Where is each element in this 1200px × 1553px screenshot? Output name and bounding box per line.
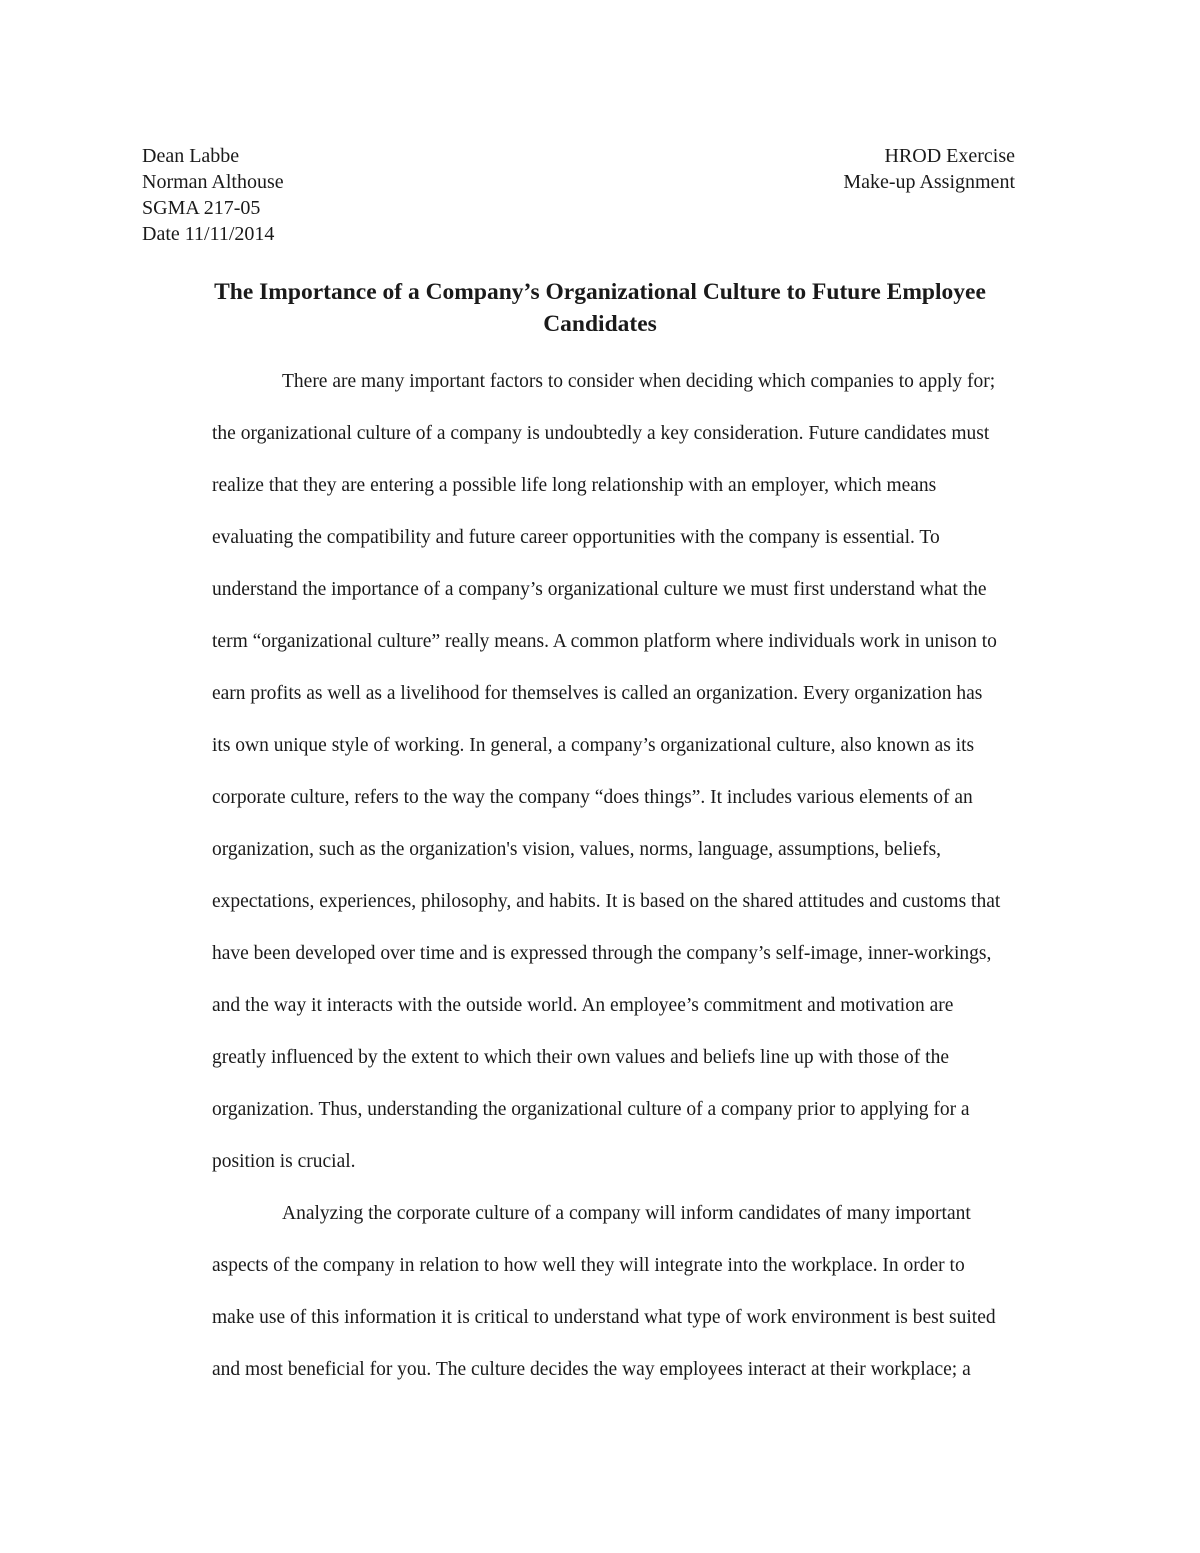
title-line: The Importance of a Company’s Organizational Culture to Future Employee: [214, 279, 986, 305]
body-line: There are many important factors to consider when deciding which companies to apply for;: [282, 371, 996, 392]
author-block: [142, 143, 284, 247]
assignment-block: [810, 143, 1015, 195]
body-line: aspects of the company in relation to how well they will integrate into the workplace. In order to: [212, 1255, 965, 1276]
body-line: and most beneficial for you. The culture decides the way employees interact at their workplace; a: [212, 1359, 971, 1380]
paragraph: [142, 1194, 1050, 1402]
assignment-type: Make-up Assignment: [843, 171, 1015, 193]
title-line: Candidates: [543, 311, 657, 337]
body-line: realize that they are entering a possible life long relationship with an employer, which means: [212, 475, 937, 496]
body-line: position is crucial.: [212, 1151, 356, 1172]
body-line: and the way it interacts with the outside world. An employee’s commitment and motivation are: [212, 995, 954, 1016]
body-line: organization, such as the organization's vision, values, norms, language, assumptions, beliefs,: [212, 839, 942, 860]
body-line: corporate culture, refers to the way the company “does things”. It includes various elements of an: [212, 787, 973, 808]
body-line: its own unique style of working. In general, a company’s organizational culture, also known as its: [212, 735, 975, 756]
date-line: Date 11/11/2014: [142, 223, 275, 245]
body-line: evaluating the compatibility and future career opportunities with the company is essential. To: [212, 527, 940, 548]
instructor-name: Norman Althouse: [142, 171, 284, 193]
document-body: [142, 362, 1050, 1402]
body-line: earn profits as well as a livelihood for themselves is called an organization. Every organization has: [212, 683, 983, 704]
body-line: make use of this information it is critical to understand what type of work environment is best suited: [212, 1307, 996, 1328]
body-line: expectations, experiences, philosophy, and habits. It is based on the shared attitudes and customs that: [212, 891, 1001, 912]
document-title: [130, 276, 1070, 340]
paragraph: [142, 362, 1050, 1194]
body-line: have been developed over time and is expressed through the company’s self-image, inner-workings,: [212, 943, 992, 964]
author-name: Dean Labbe: [142, 145, 240, 167]
exercise-name: HROD Exercise: [884, 145, 1015, 167]
body-line: the organizational culture of a company is undoubtedly a key consideration. Future candidates must: [212, 423, 990, 444]
body-line: greatly influenced by the extent to which their own values and beliefs line up with those of the: [212, 1047, 950, 1068]
body-line: organization. Thus, understanding the organizational culture of a company prior to applying for a: [212, 1099, 970, 1120]
course-code: SGMA 217-05: [142, 197, 261, 219]
body-line: understand the importance of a company’s organizational culture we must first understand what the: [212, 579, 987, 600]
body-line: term “organizational culture” really means. A common platform where individuals work in unison to: [212, 631, 997, 652]
body-line: Analyzing the corporate culture of a company will inform candidates of many important: [282, 1203, 971, 1224]
